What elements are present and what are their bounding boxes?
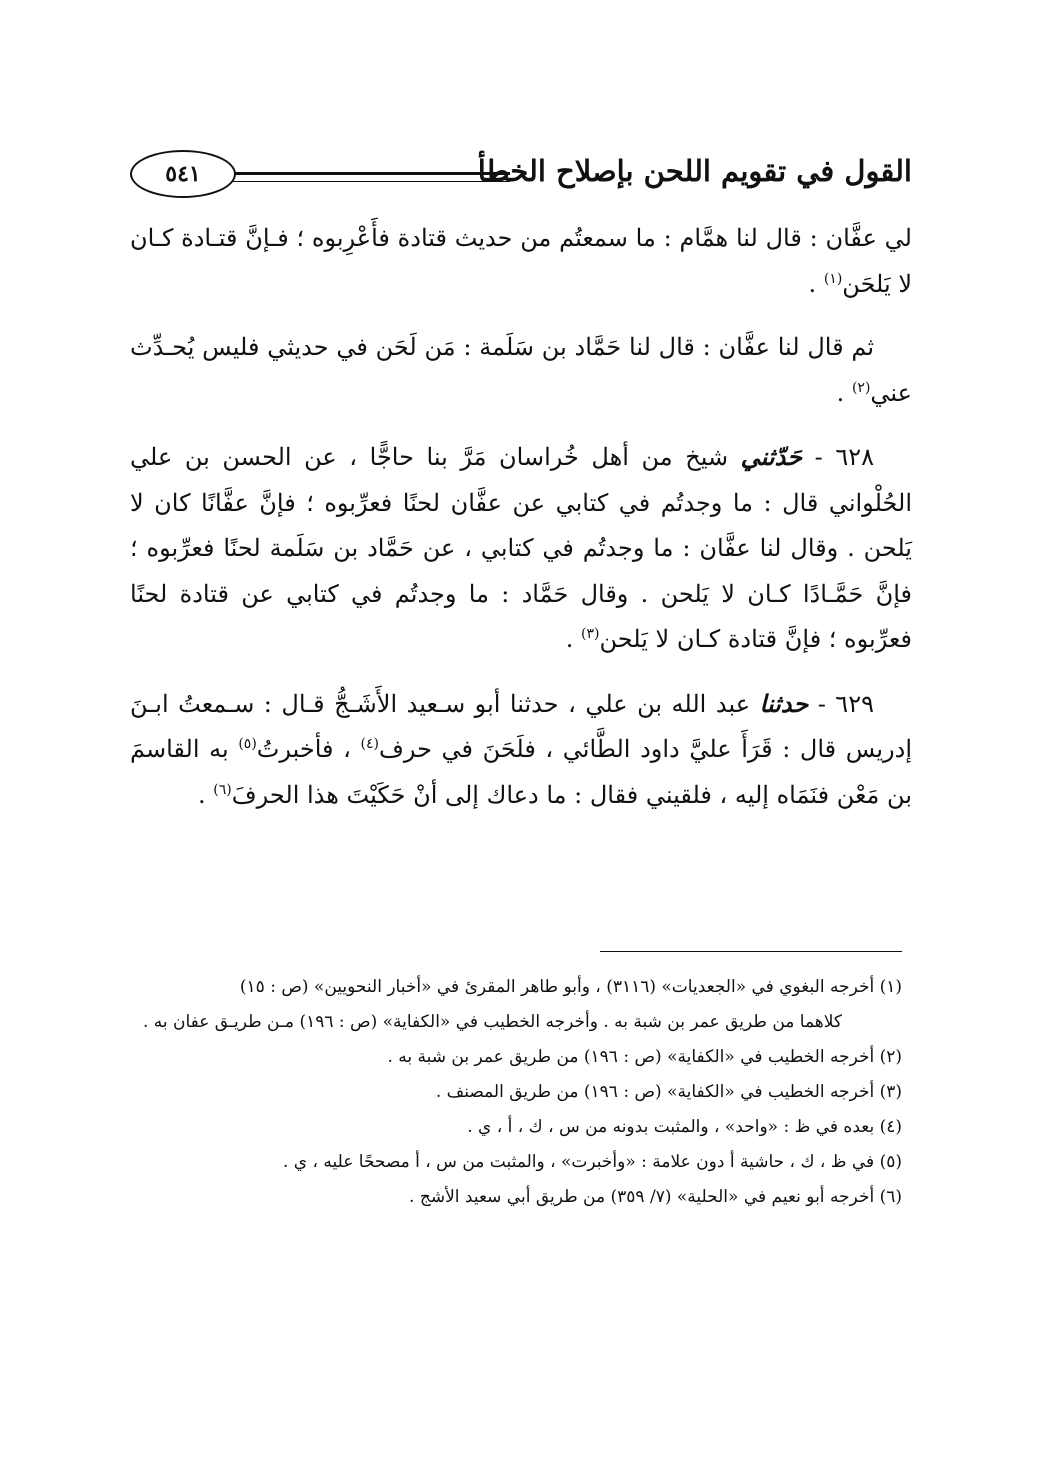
footnote-1: (١) أخرجه البغوي في «الجعديات» (٣١١٦) ، وأبو طاهر المقرئ في «أخبار النحويين» (ص : ١٥) xyxy=(239,977,902,997)
narration-lead-629: حدثنا xyxy=(759,688,809,718)
footnote-ref-1[interactable]: (١) xyxy=(823,270,843,287)
paragraph-2 xyxy=(130,325,912,416)
footnote-ref-3[interactable]: (٣) xyxy=(581,626,600,642)
hadith-number-628: ٦٢٨ - xyxy=(814,443,874,471)
footnote-4: (٤) بعده في ظ : «واحد» ، والمثبت بدونه من س ، ك ، أ ، ي . xyxy=(467,1117,902,1137)
main-text xyxy=(130,216,912,836)
paragraph-1 xyxy=(130,216,912,307)
footnote-ref-5[interactable]: (٥) xyxy=(238,736,257,752)
page-header xyxy=(128,150,912,208)
paragraph-629-part1: عبد الله بن علي ، حدثنا أبو سـعيد الأَشَـجُّ قـال : سـمعتُ ابـنَ إدريس قال : قَرَأَ عليَّ داود الطَّائي ، فلَحَنَ في حرف xyxy=(130,689,912,763)
paragraph-1-text: لي عفَّان : قال لنا همَّام : ما سمعتُم من حديث قتادة فأَعْرِبوه ؛ فـإنَّ قتـادة كـان لا يَلحَن xyxy=(130,224,912,298)
page-number-badge xyxy=(130,150,236,198)
hadith-number-629: ٦٢٩ - xyxy=(817,689,874,718)
footnote-2: (٢) أخرجه الخطيب في «الكفاية» (ص : ١٩٦) من طريق عمر بن شبة به . xyxy=(387,1047,902,1067)
footnote-ref-6[interactable]: (٦) xyxy=(213,781,232,798)
footnote-3: (٣) أخرجه الخطيب في «الكفاية» (ص : ١٩٦) من طريق المصنف . xyxy=(435,1082,902,1102)
header-rule-thin xyxy=(230,181,510,182)
footnote-5: (٥) في ظ ، ك ، حاشية أ دون علامة : «وأخبرت» ، والمثبت من س ، أ مصححًا عليه ، ي . xyxy=(282,1152,902,1172)
paragraph-629-part2: ، فأخبرتُ xyxy=(256,735,351,763)
paragraph-629 xyxy=(130,681,912,819)
footnote-ref-2[interactable]: (٢) xyxy=(851,379,871,396)
footnote-ref-4[interactable]: (٤) xyxy=(360,736,379,752)
paragraph-628-text: شيخ من أهل خُراسان مَرَّ بنا حاجًّا ، عن الحسن بن علي الحُلْواني قال : ما وجدتُم في كتابي عن عفَّان لحنًا فعرِّبوه ؛ فإنَّ عفَّانًا كان لا يَلحن . وقال لنا عفَّان : ما وجدتُم في كتابي ، عن حَمَّاد بن سَلَمة لحنًا فعرِّبوه ؛ فإنَّ حَمَّـادًا كـان لا يَلحن . وقال حَمَّاد : ما وجدتُم في كتابي عن قتادة لحنًا فعرِّبوه ؛ فإنَّ قتادة كـان لا يَلحن xyxy=(130,443,912,653)
running-title: القول في تقويم اللحن بإصلاح الخطأ xyxy=(477,154,912,188)
paragraph-628 xyxy=(130,434,912,663)
paragraph-2-text: ثم قال لنا عفَّان : قال لنا حَمَّاد بن سَلَمة : مَن لَحَن في حديثي فليس يُحـدِّث عني xyxy=(130,333,912,407)
footnote-separator xyxy=(600,951,902,952)
end-dot: . xyxy=(808,269,817,298)
footnote-6: (٦) أخرجه أبو نعيم في «الحلية» (٧/ ٣٥٩) من طريق أبي سعيد الأشج . xyxy=(409,1187,902,1207)
header-rule-thick xyxy=(230,172,510,175)
paragraph-629-part3: به القاسمَ بن مَعْن فنَمَاه إليه ، فلقيني فقال : ما دعاك إلى أنْ حَكَيْتَ هذا الحرفَ xyxy=(130,735,912,809)
narration-lead-628: حَدّثني xyxy=(740,442,803,471)
header-rule xyxy=(230,172,510,186)
page-number: ٥٤١ xyxy=(165,161,201,187)
footnotes xyxy=(130,970,902,1215)
end-dot: . xyxy=(565,625,574,653)
end-dot: . xyxy=(198,780,206,809)
footnote-1-continued: كلاهما من طريق عمر بن شبة به . وأخرجه الخطيب في «الكفاية» (ص : ١٩٦) مـن طريـق عفان به . xyxy=(142,1012,842,1032)
end-dot: . xyxy=(836,378,845,407)
